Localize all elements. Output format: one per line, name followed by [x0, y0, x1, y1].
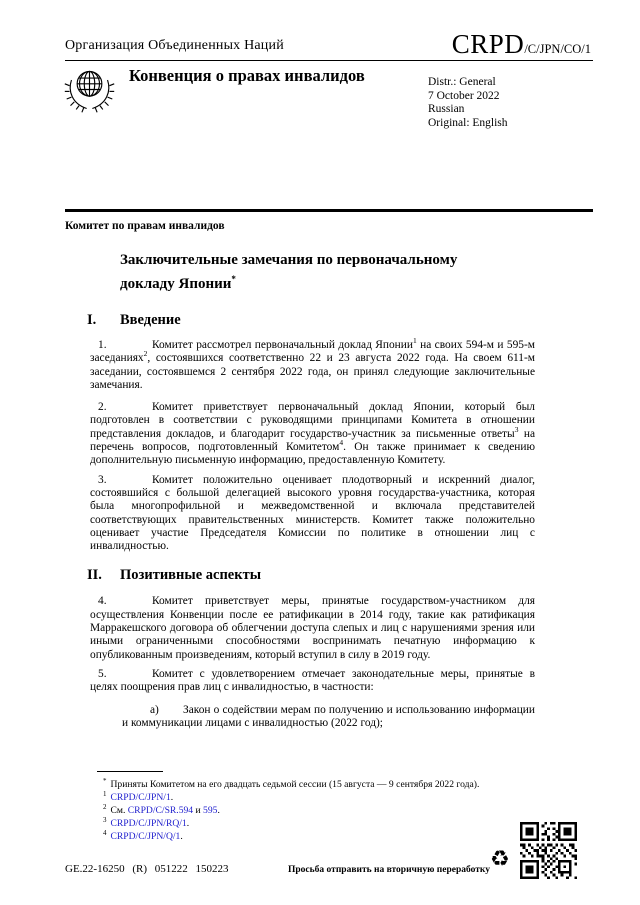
- section-number: II.: [87, 567, 102, 584]
- ge-document-number: GE.22-16250 (R) 051222 150223: [65, 863, 229, 875]
- footnote-marker: 2: [103, 802, 107, 811]
- paragraph-number: 4.: [98, 595, 107, 608]
- footnote-marker: *: [103, 776, 107, 785]
- paragraph-2: 2. Комитет приветствует первоначальный доклад Японии, который был подготовлен в соответствии с руководящими принципами Комитета в отношении представления докладов, и благодарит государство-участник за письменные ответы$^3$ на перечень вопросов, подготовленный Комитетом$^4$. Он также принимает к сведению дополнительную письменную информацию, предоставленную Комитету.: [90, 401, 536, 467]
- footnote-asterisk: * Приняты Комитетом на его двадцать седьмой сессии (15 августа — 9 сентября 2022 года).: [103, 776, 480, 790]
- header-divider-thick: [65, 209, 593, 212]
- paragraph-3: 3. Комитет положительно оценивает плодотворный и искренний диалог, состоявшийся с большой делегацией высокого уровня государства-участника, которая была многопрофильной и межведомственной и включала представителей соответствующих правительственных министерств. Комитет также положительно оценивает участие Председателя Комиссии по политике в отношении лиц с инвалидностью.: [90, 473, 535, 553]
- recycle-icon: ♻: [490, 847, 510, 872]
- paragraph-1: 1. Комитет рассмотрел первоначальный доклад Японии$^1$ на своих 594-м и 595-м заседаниях$^2$, состоявшихся соответственно 22 и 23 августа 2022 года. На своем 611-м заседании, состоявшемся 2 сентября 2022 года, он принял следующие заключительные замечания.: [90, 336, 535, 391]
- un-emblem-icon: [61, 61, 118, 118]
- language-line: Russian: [428, 103, 465, 115]
- section-title: Позитивные аспекты: [120, 567, 262, 584]
- document-body: [0, 220, 640, 730]
- section-heading-positive-aspects: [87, 567, 640, 584]
- document-link[interactable]: CRPD/C/JPN/RQ/1: [110, 818, 187, 829]
- paragraph-number: 3.: [98, 473, 107, 486]
- date-line: 7 October 2022: [428, 89, 500, 102]
- paragraph-5: 5. Комитет с удовлетворением отмечает законодательные меры, принятые в целях поощрения прав лиц с инвалидностью, в частности:: [90, 667, 535, 694]
- document-link[interactable]: CRPD/C/JPN/Q/1: [110, 831, 181, 842]
- original-language-line: Original: English: [428, 116, 508, 129]
- footnotes-block: [90, 771, 535, 843]
- section-title: Введение: [120, 312, 181, 328]
- footnote-4: $^4$ CRPD/C/JPN/Q/1.: [103, 828, 183, 842]
- document-symbol-main: CRPD: [451, 29, 525, 59]
- header-divider-thin: [65, 60, 593, 61]
- document-symbol-suffix: /C/JPN/CO/1: [524, 42, 591, 56]
- subparagraph-5a: а) Закон о содействии мерам по получению и использованию информации и коммуникации лицами с инвалидностью (2022 год);: [122, 703, 535, 729]
- footnote-1: $^1$ CRPD/C/JPN/1.: [103, 789, 174, 803]
- footnote-ref-3: 3: [514, 424, 519, 434]
- un-org-name: Организация Объединенных Наций: [65, 38, 284, 53]
- document-symbol: [452, 29, 591, 60]
- footnote-ref-2: 2: [143, 349, 148, 359]
- section-heading-introduction: [87, 312, 640, 329]
- footnote-2: $^2$ См. CRPD/C/SR.594 и 595.: [103, 802, 220, 816]
- recycle-note: Просьба отправить на вторичную переработку: [288, 865, 490, 875]
- document-link[interactable]: CRPD/C/JPN/1: [110, 792, 171, 803]
- footnote-marker: 1: [103, 789, 107, 798]
- document-link[interactable]: CRPD/C/SR.594: [127, 805, 194, 816]
- distribution-block: [428, 76, 508, 130]
- paragraph-number: 5.: [98, 667, 107, 680]
- distr-line: Distr.: General: [428, 76, 496, 88]
- footnote-marker: 4: [103, 828, 107, 837]
- footnote-separator: [97, 771, 163, 772]
- subparagraph-letter: а): [150, 703, 159, 716]
- paragraph-number: 2.: [98, 401, 107, 414]
- paragraph-number: 1.: [98, 339, 107, 351]
- footnote-ref-4: 4: [339, 438, 344, 448]
- document-link[interactable]: 595: [203, 805, 218, 816]
- document-title: Заключительные замечания по первоначальному докладу Японии*: [120, 252, 458, 292]
- qr-code: [520, 822, 577, 879]
- footnote-marker: 3: [103, 815, 107, 824]
- footnote-3: $^3$ CRPD/C/JPN/RQ/1.: [103, 815, 190, 829]
- committee-name: Комитет по правам инвалидов: [65, 220, 225, 232]
- paragraph-4: 4. Комитет приветствует меры, принятые государством-участником для осуществления Конвенции после ее ратификации в 2014 году, такие как ратификация Марракешского договора об облегчении доступа слепых и лиц с нарушениями зрения или иными ограниченными способностями воспринимать печатную информацию к опубликованным произведениям, который вступил в силу в 2019 году.: [90, 595, 535, 661]
- section-number: I.: [87, 312, 97, 328]
- title-footnote-marker: *: [231, 274, 236, 284]
- convention-title: Конвенция о правах инвалидов: [129, 66, 365, 85]
- footnote-ref-1: 1: [412, 336, 417, 346]
